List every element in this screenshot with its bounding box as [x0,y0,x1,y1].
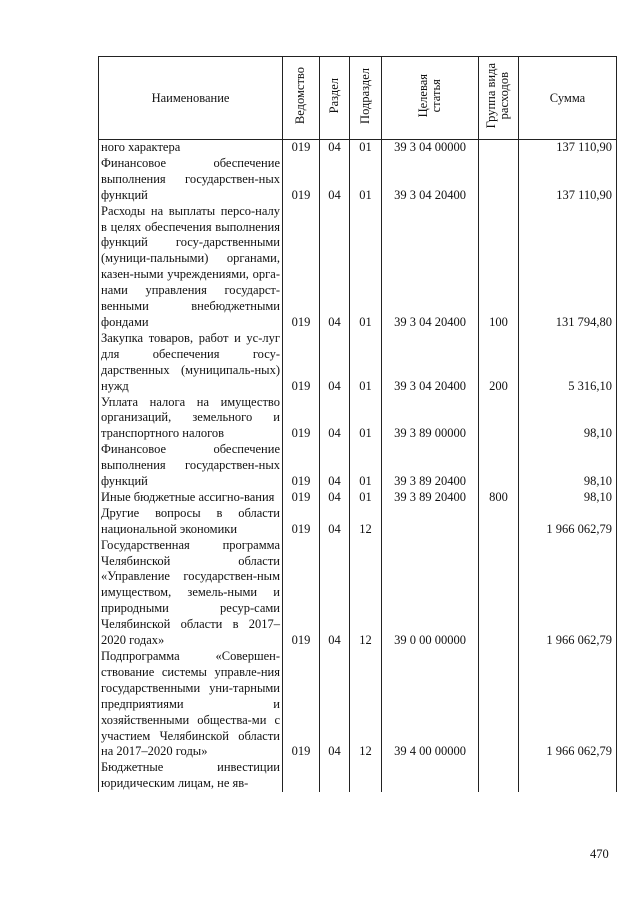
cell-razdel [320,760,350,792]
cell-razdel: 04 [320,538,350,649]
cell-name: Расходы на выплаты персо-налу в целях обеспечения выполнения функций госу-дарственными (муници-пальными) органами, казен-ными учреждениями, орга-нами управления государст-венными внебюджетными фондами [99,204,283,331]
cell-vedomstvo: 019 [283,442,320,490]
budget-table [98,56,617,792]
cell-gruppa: 100 [479,204,519,331]
table-row [99,140,617,156]
cell-name: Закупка товаров, работ и ус-луг для обеспечения госу-дарственных (муниципаль-ных) нужд [99,331,283,395]
cell-celevaya-statya: 39 3 04 20400 [382,156,479,204]
cell-podrazdel [350,760,382,792]
cell-razdel: 04 [320,442,350,490]
cell-name: Уплата налога на имущество организаций, земельного и транспортного налогов [99,395,283,443]
cell-gruppa [479,140,519,156]
header-podrazdel: Подраздел [350,57,382,140]
cell-gruppa [479,156,519,204]
header-celevaya-statya: Целевая статья [382,57,479,140]
cell-celevaya-statya [382,506,479,538]
cell-celevaya-statya: 39 3 89 00000 [382,395,479,443]
cell-razdel: 04 [320,331,350,395]
cell-gruppa [479,649,519,760]
cell-razdel: 04 [320,395,350,443]
cell-celevaya-statya: 39 3 89 20400 [382,442,479,490]
cell-vedomstvo: 019 [283,156,320,204]
cell-vedomstvo: 019 [283,395,320,443]
cell-celevaya-statya: 39 3 89 20400 [382,490,479,506]
cell-summa: 131 794,80 [519,204,617,331]
cell-gruppa [479,760,519,792]
header-gruppa-vida-raskhodov: Группа вида расходов [479,57,519,140]
table-row [99,538,617,649]
cell-summa [519,760,617,792]
cell-name: Другие вопросы в области национальной экономики [99,506,283,538]
cell-name: Финансовое обеспечение выполнения государствен-ных функций [99,156,283,204]
cell-vedomstvo: 019 [283,506,320,538]
cell-vedomstvo: 019 [283,204,320,331]
table-row [99,395,617,443]
cell-celevaya-statya: 39 0 00 00000 [382,538,479,649]
cell-summa: 5 316,10 [519,331,617,395]
cell-celevaya-statya: 39 3 04 20400 [382,204,479,331]
cell-name: Государственная программа Челябинской области «Управление государствен-ным имуществом, земель-ными и природными ресур-сами Челябинской области в 2017–2020 годах» [99,538,283,649]
cell-gruppa [479,538,519,649]
cell-razdel: 04 [320,140,350,156]
header-razdel: Раздел [320,57,350,140]
table-row [99,760,617,792]
cell-name: Бюджетные инвестиции юридическим лицам, не яв- [99,760,283,792]
cell-summa: 137 110,90 [519,140,617,156]
table-row [99,331,617,395]
cell-razdel: 04 [320,649,350,760]
header-vedomstvo: Ведомство [283,57,320,140]
cell-vedomstvo: 019 [283,538,320,649]
cell-podrazdel: 12 [350,506,382,538]
table-row [99,156,617,204]
cell-vedomstvo: 019 [283,140,320,156]
cell-name: Финансовое обеспечение выполнения государствен-ных функций [99,442,283,490]
cell-vedomstvo: 019 [283,331,320,395]
cell-razdel: 04 [320,156,350,204]
cell-podrazdel: 12 [350,538,382,649]
cell-podrazdel: 01 [350,395,382,443]
cell-podrazdel: 01 [350,204,382,331]
cell-gruppa: 800 [479,490,519,506]
cell-summa: 98,10 [519,395,617,443]
header-name: Наименование [99,57,283,140]
cell-summa: 1 966 062,79 [519,538,617,649]
page-number: 470 [590,847,609,861]
cell-name: Иные бюджетные ассигно-вания [99,490,283,506]
cell-razdel: 04 [320,490,350,506]
cell-celevaya-statya: 39 3 04 20400 [382,331,479,395]
cell-summa: 1 966 062,79 [519,649,617,760]
table-row [99,442,617,490]
cell-razdel: 04 [320,506,350,538]
cell-vedomstvo: 019 [283,649,320,760]
cell-podrazdel: 01 [350,156,382,204]
cell-gruppa [479,395,519,443]
cell-name: ного характера [99,140,283,156]
cell-vedomstvo: 019 [283,490,320,506]
cell-vedomstvo [283,760,320,792]
cell-celevaya-statya [382,760,479,792]
cell-gruppa: 200 [479,331,519,395]
header-summa: Сумма [519,57,617,140]
cell-celevaya-statya: 39 4 00 00000 [382,649,479,760]
cell-summa: 1 966 062,79 [519,506,617,538]
table-body [99,140,617,793]
cell-summa: 98,10 [519,490,617,506]
cell-podrazdel: 01 [350,331,382,395]
table-row [99,506,617,538]
cell-podrazdel: 01 [350,490,382,506]
cell-summa: 137 110,90 [519,156,617,204]
table-header [99,57,617,140]
cell-name: Подпрограмма «Совершен-ствование системы управле-ния государственными уни-тарными предприятиями и хозяйственными общества-ми с участием Челябинской области на 2017–2020 годы» [99,649,283,760]
cell-summa: 98,10 [519,442,617,490]
cell-celevaya-statya: 39 3 04 00000 [382,140,479,156]
cell-gruppa [479,506,519,538]
cell-gruppa [479,442,519,490]
cell-podrazdel: 01 [350,442,382,490]
table-row [99,649,617,760]
table-row [99,490,617,506]
budget-table-sheet [98,56,616,792]
cell-podrazdel: 12 [350,649,382,760]
cell-razdel: 04 [320,204,350,331]
cell-podrazdel: 01 [350,140,382,156]
table-row [99,204,617,331]
